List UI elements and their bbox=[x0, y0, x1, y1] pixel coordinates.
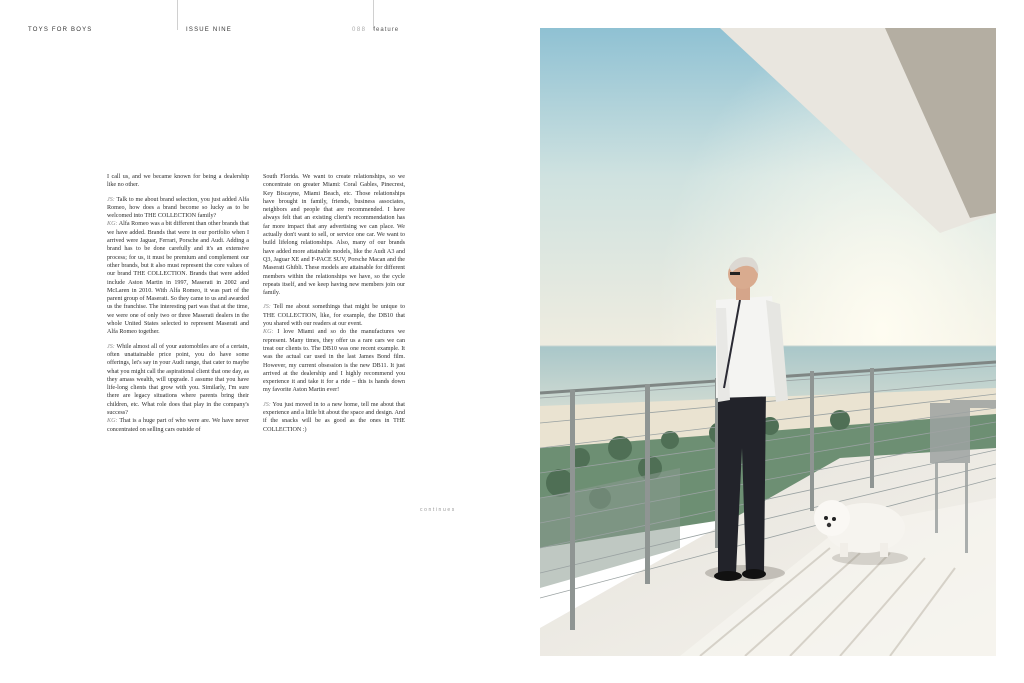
paragraph bbox=[263, 303, 405, 328]
paragraph bbox=[263, 401, 405, 434]
speaker-initials: JS: bbox=[263, 304, 271, 311]
page-header-right bbox=[352, 27, 399, 33]
paragraph bbox=[263, 328, 405, 394]
header-divider bbox=[177, 0, 178, 30]
paragraph-text: Alfa Romeo was a bit different than other brands that we have added. Brands that were in our portfolio when I arrived were Jaguar, Ferrari, Porsche and Audi. Adding a brand has to be done carefully and it's an extensive process; for us, it must be premium and complement our other brands, but it also must represent the core values of our brand THE COLLECTION. Brands that were added include Aston Martin in 1997, Maserati in 2002 and McLaren in 2010. With Alfa Romeo, it was part of the parent group of Maserati. So they came to us and awarded us the franchise. The interesting part was that at the time, we were one of only two or three Maserati dealers in the whole United States selected to represent Maserati and Alfa Romeo together. bbox=[107, 221, 249, 336]
paragraph-text: That is a huge part of who were are. We have never concentrated on selling cars outside of bbox=[107, 418, 250, 433]
section-label: feature bbox=[373, 27, 400, 33]
page-number: 088 bbox=[352, 27, 367, 33]
paragraph-text: You just moved in to a new home, tell me about that experience and a little bit about the space and design. And if the snacks will be as good as the ones in THE COLLECTION :) bbox=[263, 401, 405, 433]
paragraph-text: While almost all of your automobiles are of a certain, often unattainable price point, you do have some offerings, let's say in your Audi range, that cater to maybe what you might call the aspirational client that one day, as they amass wealth, will upgrade. I assume that you have life-long clients that grow with you. Similarly, I'm sure there are legacy situations where parents bring their children, etc. What role does that play in the company's success? bbox=[107, 343, 249, 417]
paragraph bbox=[107, 417, 249, 434]
paragraph-text: I call us, and we became known for being a dealership like no other. bbox=[107, 174, 249, 189]
paragraph-text: South Florida. We want to create relationships, so we concentrate on greater Miami: Coral Gables, Pinecrest, Key Biscayne, Miami Beach, etc. Those relationships have brought in family, friends, business associates, neighbors and people that are recommended. I have always felt that an existing client's recommendation has far more impact that any advertising we can place. We actually don't want to sell, or service one car. We want to build lifelong relationships. Also, many of our brands have added more attainable models, like the Audi A3 and Q3, Jaguar XE and F-PACE SUV, Porsche Macan and the Maserati Ghibli. These models are attainable for different members within the relationships we have, so the cycle repeats itself, and we keep having new members join our family. bbox=[263, 174, 405, 297]
speaker-initials: JS: bbox=[107, 196, 115, 203]
text-column-1 bbox=[107, 173, 249, 440]
paragraph-text: Tell me about somethings that might be unique to THE COLLECTION, like, for example, the DB10 that you shared with our readers at our event. bbox=[263, 304, 405, 328]
paragraph bbox=[107, 173, 249, 190]
speaker-initials: KG: bbox=[107, 418, 118, 425]
paragraph bbox=[107, 220, 249, 336]
header-divider bbox=[373, 0, 374, 30]
continues-label: continues bbox=[420, 507, 456, 513]
speaker-initials: KG: bbox=[263, 329, 274, 336]
paragraph bbox=[107, 343, 249, 418]
text-column-2 bbox=[263, 173, 405, 440]
paragraph-text: Talk to me about brand selection, you just added Alfa Romeo, how does a brand become so lucky as to be welcomed into THE COLLECTION family? bbox=[107, 196, 249, 220]
magazine-title: TOYS FOR BOYS bbox=[28, 27, 93, 33]
issue-label: ISSUE NINE bbox=[186, 27, 233, 33]
speaker-initials: JS: bbox=[263, 401, 271, 408]
speaker-initials: KG: bbox=[107, 221, 118, 228]
paragraph-text: I love Miami and so do the manufactures we represent. Many times, they offer us a rare cars we can treat our clients to. The DB10 was one recent example. It was the actual car used in the last James Bond film. However, my current obsession is the new DB11. It just arrived at the dealership and I highly recommend you experience it and take it for a ride – this is hands down my favorite Aston Martin ever! bbox=[263, 329, 406, 394]
balcony-photo bbox=[540, 28, 996, 656]
speaker-initials: JS: bbox=[107, 343, 115, 350]
paragraph bbox=[107, 196, 249, 221]
paragraph bbox=[263, 173, 405, 297]
